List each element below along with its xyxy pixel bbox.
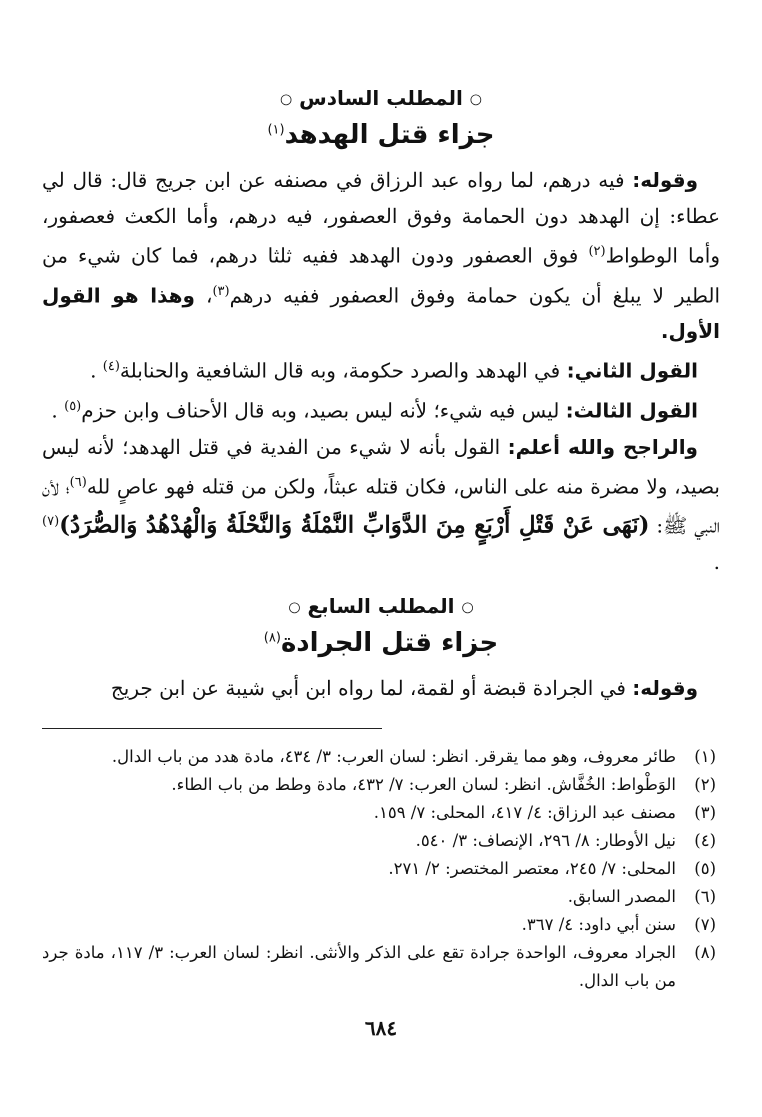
body-text: في الجرادة قبضة أو لقمة، لما رواه ابن أبي شيبة عن ابن جريج <box>110 675 633 700</box>
footnote-number: (٥) <box>694 858 716 878</box>
footnote-ref-6: (٦) <box>69 474 87 490</box>
footnote-ref-1: (١) <box>267 122 285 138</box>
paragraph-3 <box>42 389 720 429</box>
footnote-text: المصدر السابق. <box>567 886 676 906</box>
lead-text: وقوله: <box>632 168 698 192</box>
paragraph-5 <box>42 670 720 706</box>
section-heading-text: المطلب السادس <box>299 86 463 110</box>
footnote-text: نيل الأوطار: ٨/ ٢٩٦، الإنصاف: ٣/ ٥٤٠. <box>415 830 676 850</box>
title-hoopoe <box>42 120 720 150</box>
circle-marker: ○ <box>279 91 293 108</box>
footnote-number: (٨) <box>694 942 716 962</box>
page-number: ٦٨٤ <box>364 1016 398 1040</box>
footnotes <box>42 743 720 995</box>
circle-marker: ○ <box>288 599 301 616</box>
body-text: في الهدهد والصرد حكومة، وبه قال الشافعية والحنابلة <box>119 358 567 383</box>
body-text: ، <box>194 283 213 308</box>
footnote-number: (٧) <box>694 914 716 934</box>
section-heading-text: المطلب السابع <box>307 593 455 618</box>
circle-marker: ○ <box>469 91 483 108</box>
paragraph-4 <box>42 429 720 580</box>
footnote-ref-3: (٣) <box>212 283 230 299</box>
footnote-text: سنن أبي داود: ٤/ ٣٦٧. <box>521 914 676 934</box>
footnote-text: المحلى: ٧/ ٢٤٥، معتصر المختصر: ٢/ ٢٧١. <box>388 858 676 878</box>
body-text: فيه درهم، لما رواه عبد الرزاق في مصنفه عن ابن جريج قال: قال لي عطاء: إن الهدهد دون الحمامة وفوق العصفور، فيه درهم، وأما الكعث فعصفور، وأما الوطواط <box>42 168 721 268</box>
footnote-item <box>42 855 720 883</box>
section-heading-7 <box>42 594 720 618</box>
footnote-item <box>42 799 720 827</box>
body-text: . <box>90 358 103 383</box>
bold-conclusion: وهذا هو القول الأول. <box>42 283 720 344</box>
footnote-divider <box>42 728 382 729</box>
footnote-text: مصنف عبد الرزاق: ٤/ ٤١٧، المحلى: ٧/ ١٥٩. <box>373 802 676 822</box>
spacer <box>42 580 720 594</box>
footnote-number: (١) <box>694 746 716 766</box>
footnote-item <box>42 827 720 855</box>
page-content <box>42 86 720 995</box>
footnote-item <box>42 771 720 799</box>
section-heading-6 <box>42 86 720 110</box>
footnote-item <box>42 883 720 911</box>
title-text: جزاء قتل الجرادة <box>280 627 499 658</box>
footnote-text: الجراد معروف، الواحدة جرادة تقع على الذكر والأنثى. انظر: لسان العرب: ٣/ ١١٧، مادة جرد من باب الدال. <box>42 942 676 990</box>
body-text: ليس فيه شيء؛ لأنه ليس بصيد، وبه قال الأحناف وابن حزم <box>81 398 566 423</box>
footnote-ref-2: (٢) <box>588 244 606 259</box>
lead-text: القول الثالث: <box>565 398 698 423</box>
body-text: ؛ لأن النبي ﷺ: <box>42 474 720 538</box>
title-locust <box>42 628 720 658</box>
lead-text: وقوله: <box>632 675 698 700</box>
paragraph-1 <box>42 162 720 349</box>
footnote-ref-4: (٤) <box>102 359 120 375</box>
footnote-text: الوَطْواط: الخُفَّاش. انظر: لسان العرب: ٧/ ٤٣٢، مادة وطط من باب الطاء. <box>171 774 676 794</box>
lead-text: والراجح والله أعلم: <box>507 434 698 459</box>
body-text: . <box>713 549 720 574</box>
footnote-number: (٣) <box>694 802 716 822</box>
body-text: القول بأنه لا شيء من الفدية في قتل الهدهد؛ لأنه ليس بصيد، ولا مضرة منه على الناس، فكان قتله عبثاً، ولكن من قتله فهو عاصٍ لله <box>42 434 720 499</box>
footnote-item <box>42 911 720 939</box>
paragraph-2 <box>42 349 720 389</box>
footnote-number: (٤) <box>694 830 716 850</box>
title-text: جزاء قتل الهدهد <box>284 120 495 150</box>
footnote-text: طائر معروف، وهو مما يقرقر. انظر: لسان العرب: ٣/ ٤٣٤، مادة هدد من باب الدال. <box>111 746 676 766</box>
body-text: فوق العصفور ودون الهدهد ففيه ثلثا درهم، فما كان شيء من الطير لا يبلغ أن يكون حمامة وفوق العصفور ففيه درهم <box>42 243 721 308</box>
footnote-number: (٦) <box>694 886 716 906</box>
circle-marker: ○ <box>461 599 474 616</box>
footnote-item <box>42 743 720 771</box>
footnote-ref-7: (٧) <box>42 514 60 530</box>
body-text: . <box>51 398 65 423</box>
footnote-number: (٢) <box>694 774 716 794</box>
lead-text: القول الثاني: <box>566 358 698 383</box>
footnote-ref-8: (٨) <box>263 630 281 646</box>
footnote-item <box>42 939 720 995</box>
hadith-quote: (نَهَى عَنْ قَتْلِ أَرْبَعٍ مِنَ الدَّوَابِّ النَّمْلَةُ وَالنَّحْلَةُ وَالْهُدْهُدُ وَالصُّرَدُ) <box>59 511 650 539</box>
footnote-ref-5: (٥) <box>64 398 82 414</box>
